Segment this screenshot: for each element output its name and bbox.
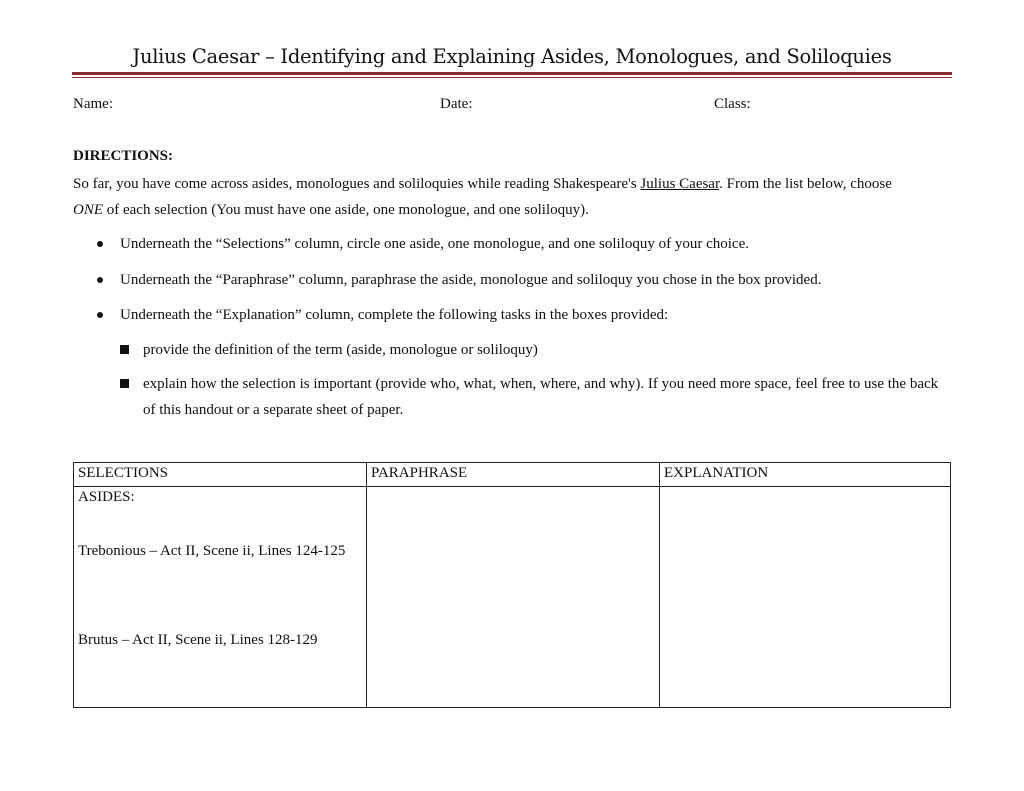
name-field-label: Name: xyxy=(73,96,113,112)
directions-intro xyxy=(73,171,953,223)
date-field-label: Date: xyxy=(440,96,473,112)
square-bullet-icon xyxy=(120,379,129,388)
square-bullet-icon xyxy=(120,345,129,354)
sub-bullet-text: explain how the selection is important (provide who, what, when, where, and why). If you need more space, feel free to use the back of this handout or a separate sheet of paper. xyxy=(143,376,939,418)
title-rule xyxy=(72,72,952,75)
table-row xyxy=(74,487,951,708)
table-header-row xyxy=(74,463,951,487)
title-rule-thin xyxy=(72,77,952,78)
page-title: Julius Caesar – Identifying and Explaining Asides, Monologues, and Soliloquies xyxy=(132,45,892,68)
class-field-label: Class: xyxy=(714,96,751,112)
bullet-text: Underneath the “Paraphrase” column, paraphrase the aside, monologue and soliloquy you chose in the box provided. xyxy=(120,272,822,288)
selection-item: Trebonious – Act II, Scene ii, Lines 124-125 xyxy=(78,543,346,559)
header-selections: SELECTIONS xyxy=(74,463,367,487)
bullet-text: Underneath the “Selections” column, circle one aside, one monologue, and one soliloquy of your choice. xyxy=(120,236,749,252)
explanation-cell[interactable] xyxy=(660,487,951,708)
asides-heading: ASIDES: xyxy=(78,489,135,505)
paraphrase-cell[interactable] xyxy=(367,487,660,708)
header-paraphrase: PARAPHRASE xyxy=(367,463,660,487)
intro-text-a: So far, you have come across asides, monologues and soliloquies while reading Shakespeare's xyxy=(73,176,641,192)
directions-heading: DIRECTIONS: xyxy=(73,148,174,164)
bullet-text: Underneath the “Explanation” column, complete the following tasks in the boxes provided: xyxy=(120,307,669,323)
selections-cell xyxy=(74,487,367,708)
sub-bullet-text: provide the definition of the term (aside, monologue or soliloquy) xyxy=(143,342,538,358)
intro-emphasis-one: ONE xyxy=(73,202,103,218)
header-explanation: EXPLANATION xyxy=(660,463,951,487)
intro-text-c: of each selection (You must have one aside, one monologue, and one soliloquy). xyxy=(103,202,589,218)
intro-text-b: . From the list below, choose xyxy=(719,176,892,192)
worksheet-table xyxy=(73,462,951,708)
selection-item: Brutus – Act II, Scene ii, Lines 128-129 xyxy=(78,632,318,648)
play-title: Julius Caesar xyxy=(640,176,720,192)
